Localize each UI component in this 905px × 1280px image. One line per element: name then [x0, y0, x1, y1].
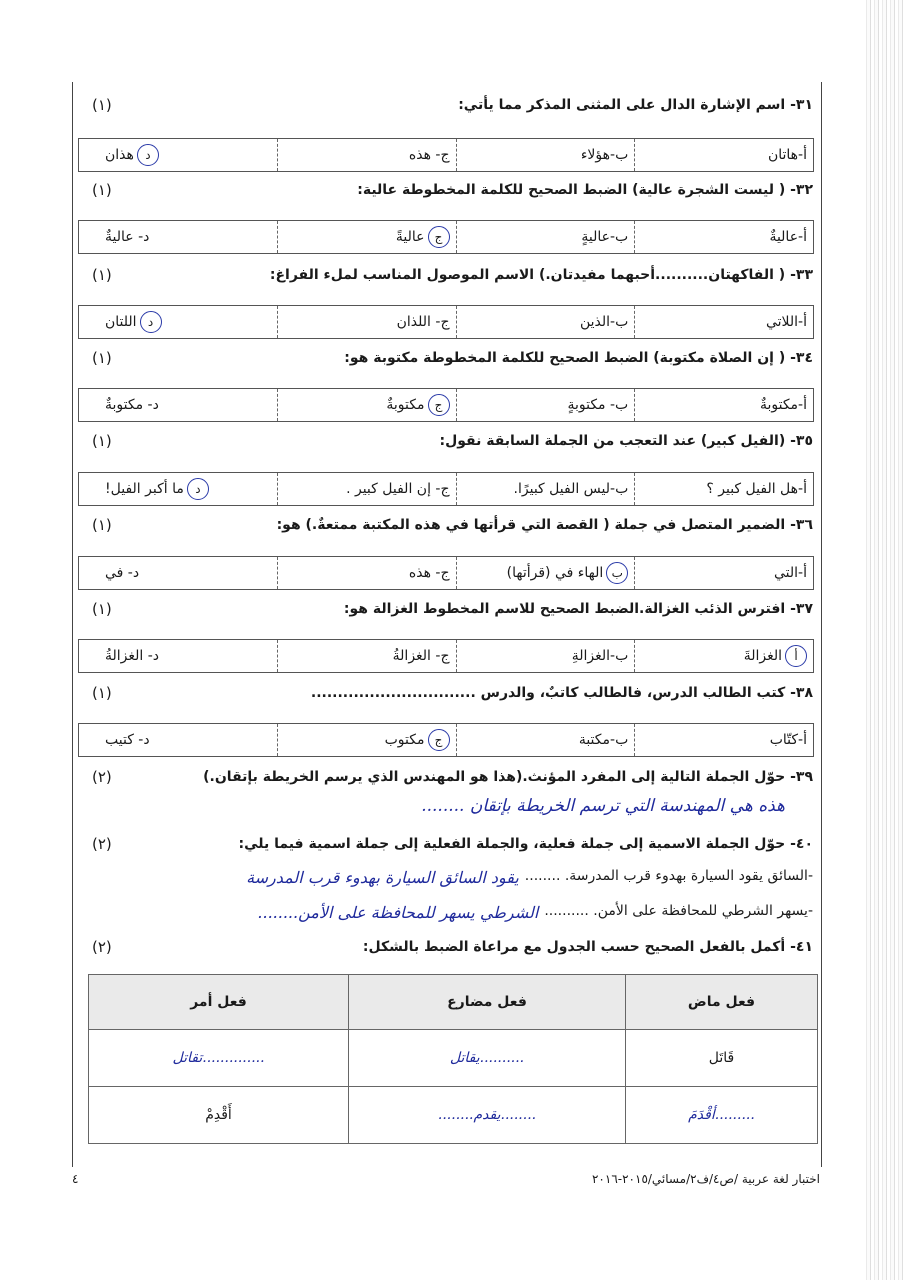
question-text: ( ليست الشجرة عالية) الضبط الصحيح للكلمة المخطوطة عالية:	[357, 182, 786, 198]
option-c[interactable]: ج- الغزالةُ	[277, 640, 456, 672]
option-a[interactable]: أ-عاليةٌ	[634, 221, 813, 253]
answer-circle-icon: ب	[606, 562, 628, 584]
options-31	[78, 138, 814, 172]
cell-imperative: أَقْدِمْ	[89, 1087, 349, 1144]
question-mark: (٢)	[92, 938, 112, 956]
answer-circle-icon: ج	[428, 729, 450, 751]
binder-edge	[863, 0, 905, 1280]
header-present: فعل مضارع	[349, 975, 626, 1030]
question-text: حوّل الجملة التالية إلى المفرد المؤنث.(هذا هو المهندس الذي يرسم الخريطة بإتقان.)	[203, 769, 786, 785]
answer-circle-icon: أ	[785, 645, 807, 667]
sentence-line-2: -يسهر الشرطي للمحافظة على الأمن. .......... الشرطي يسهر للمحافظة على الأمن........	[257, 903, 813, 922]
question-number: ٤١-	[790, 939, 813, 955]
option-b[interactable]: ب-الذين	[456, 306, 635, 338]
option-d[interactable]: د هذان	[79, 139, 277, 171]
options-34	[78, 388, 814, 422]
option-a[interactable]: أ-التي	[634, 557, 813, 589]
question-mark: (٢)	[92, 768, 112, 786]
option-b[interactable]: ب-ليس الفيل كبيرًا.	[456, 473, 635, 505]
option-a[interactable]: أ-كتّاب	[634, 724, 813, 756]
question-number: ٣٨-	[790, 685, 813, 701]
question-35	[78, 428, 813, 454]
option-b[interactable]: ب الهاء في (قرأتها)	[456, 557, 635, 589]
option-a[interactable]: أ-اللاتي	[634, 306, 813, 338]
handwritten-answer-1[interactable]: يقود السائق السيارة بهدوء قرب المدرسة	[246, 868, 519, 887]
answer-circle-icon: ج	[428, 226, 450, 248]
header-imperative: فعل أمر	[89, 975, 349, 1030]
cell-present[interactable]: ..........يقاتل	[349, 1030, 626, 1087]
option-c[interactable]: ج- هذه	[277, 557, 456, 589]
option-d[interactable]: د- مكتوبةٌ	[105, 397, 159, 413]
question-text: اسم الإشارة الدال على المثنى المذكر مما يأتي:	[458, 97, 786, 113]
option-c[interactable]: ج عاليةً	[277, 221, 456, 253]
option-a[interactable]: أ الغزالةَ	[634, 640, 813, 672]
table-row	[89, 1030, 818, 1087]
question-text: الضمير المتصل في جملة ( القصة التي قرأتها في هذه المكتبة ممتعةٌ.) هو:	[276, 517, 786, 533]
option-b[interactable]: ب- مكتوبةٍ	[456, 389, 635, 421]
option-c[interactable]: ج مكتوبةٌ	[277, 389, 456, 421]
options-37	[78, 639, 814, 673]
question-mark: (١)	[92, 96, 112, 114]
footer-exam-info: اختبار لغة عربية /ص٤/ف٢/مسائي/٢٠١٥-٢٠١٦	[591, 1172, 820, 1186]
option-a[interactable]: أ-مكتوبةٌ	[634, 389, 813, 421]
options-33	[78, 305, 814, 339]
question-39	[78, 764, 813, 790]
question-mark: (١)	[92, 600, 112, 618]
question-33	[78, 262, 813, 288]
cell-imperative[interactable]: ..............تقاتل	[89, 1030, 349, 1087]
cell-present[interactable]: ........يقدم........	[349, 1087, 626, 1144]
options-32	[78, 220, 814, 254]
question-number: ٣٩-	[790, 769, 813, 785]
option-c[interactable]: ج- إن الفيل كبير .	[277, 473, 456, 505]
header-past: فعل ماض	[625, 975, 817, 1030]
question-40	[78, 831, 813, 857]
question-34	[78, 345, 813, 371]
table-header-row	[89, 975, 818, 1030]
option-c[interactable]: ج- اللذان	[277, 306, 456, 338]
answer-circle-icon: د	[140, 311, 162, 333]
question-mark: (١)	[92, 684, 112, 702]
question-text: (الفيل كبير) عند التعجب من الجملة السابقة نقول:	[439, 433, 786, 449]
question-number: ٣٧-	[790, 601, 813, 617]
question-mark: (٢)	[92, 835, 112, 853]
question-number: ٣٥-	[790, 433, 813, 449]
question-31	[78, 92, 813, 118]
question-41	[78, 934, 813, 960]
option-b[interactable]: ب-عاليةٍ	[456, 221, 635, 253]
answer-circle-icon: ج	[428, 394, 450, 416]
answer-circle-icon: د	[187, 478, 209, 500]
question-mark: (١)	[92, 516, 112, 534]
cell-past[interactable]: .........أقْدَمَ	[625, 1087, 817, 1144]
option-b[interactable]: ب-الغزالةِ	[456, 640, 635, 672]
question-37	[78, 596, 813, 622]
option-a[interactable]: أ-هل الفيل كبير ؟	[634, 473, 813, 505]
page-footer	[72, 1172, 820, 1186]
question-number: ٣٣-	[790, 267, 813, 283]
question-38	[78, 680, 813, 706]
question-36	[78, 512, 813, 538]
options-38	[78, 723, 814, 757]
option-c[interactable]: ج مكتوب	[277, 724, 456, 756]
handwritten-answer-2[interactable]: الشرطي يسهر للمحافظة على الأمن........	[257, 903, 539, 922]
verb-table	[88, 974, 818, 1144]
option-d[interactable]: د- كتيب	[105, 732, 150, 748]
question-text: كتب الطالب الدرس، فالطالب كاتبٌ، والدرس ...............................	[310, 685, 786, 701]
question-number: ٣٦-	[790, 517, 813, 533]
question-text: افترس الذئب الغزالة.الضبط الصحيح للاسم المخطوط الغزالة هو:	[343, 601, 786, 617]
options-35	[78, 472, 814, 506]
option-d[interactable]: د- عاليةٌ	[105, 229, 150, 245]
answer-circle-icon: د	[137, 144, 159, 166]
answer-line-39[interactable]: هذه هي المهندسة التي ترسم الخريطة بإتقان ........	[421, 796, 785, 816]
cell-past: قَاتَل	[625, 1030, 817, 1087]
question-number: ٣٤-	[790, 350, 813, 366]
page-number: ٤	[72, 1172, 79, 1186]
sentence-line-1: -السائق يقود السيارة بهدوء قرب المدرسة. ........ يقود السائق السيارة بهدوء قرب المدرسة	[246, 868, 813, 887]
question-32	[78, 177, 813, 203]
option-d[interactable]: د- في	[105, 565, 140, 581]
question-mark: (١)	[92, 181, 112, 199]
option-d[interactable]: د- الغزالةُ	[105, 648, 160, 664]
options-36	[78, 556, 814, 590]
question-number: ٣٢-	[790, 182, 813, 198]
table-row	[89, 1087, 818, 1144]
question-text: حوّل الجملة الاسمية إلى جملة فعلية، والجملة الفعلية إلى جملة اسمية فيما يلي:	[238, 836, 786, 852]
question-mark: (١)	[92, 266, 112, 284]
option-d[interactable]: د اللتان	[79, 306, 277, 338]
question-text: ( إن الصلاة مكتوبة) الضبط الصحيح للكلمة المخطوطة مكتوبة هو:	[344, 350, 786, 366]
option-d[interactable]: د ما أكبر الفيل!	[79, 473, 277, 505]
question-mark: (١)	[92, 349, 112, 367]
question-text: أكمل بالفعل الصحيح حسب الجدول مع مراعاة الضبط بالشكل:	[362, 939, 786, 955]
question-number: ٣١-	[790, 97, 813, 113]
option-a[interactable]: أ-هاتان	[634, 139, 813, 171]
question-number: ٤٠-	[790, 836, 813, 852]
option-b[interactable]: ب-هؤلاء	[456, 139, 635, 171]
question-text: ( الفاكهتان..........أحبهما مفيدتان.) الاسم الموصول المناسب لملء الفراغ:	[269, 267, 786, 283]
option-c[interactable]: ج- هذه	[277, 139, 456, 171]
option-b[interactable]: ب-مكتبة	[456, 724, 635, 756]
question-mark: (١)	[92, 432, 112, 450]
